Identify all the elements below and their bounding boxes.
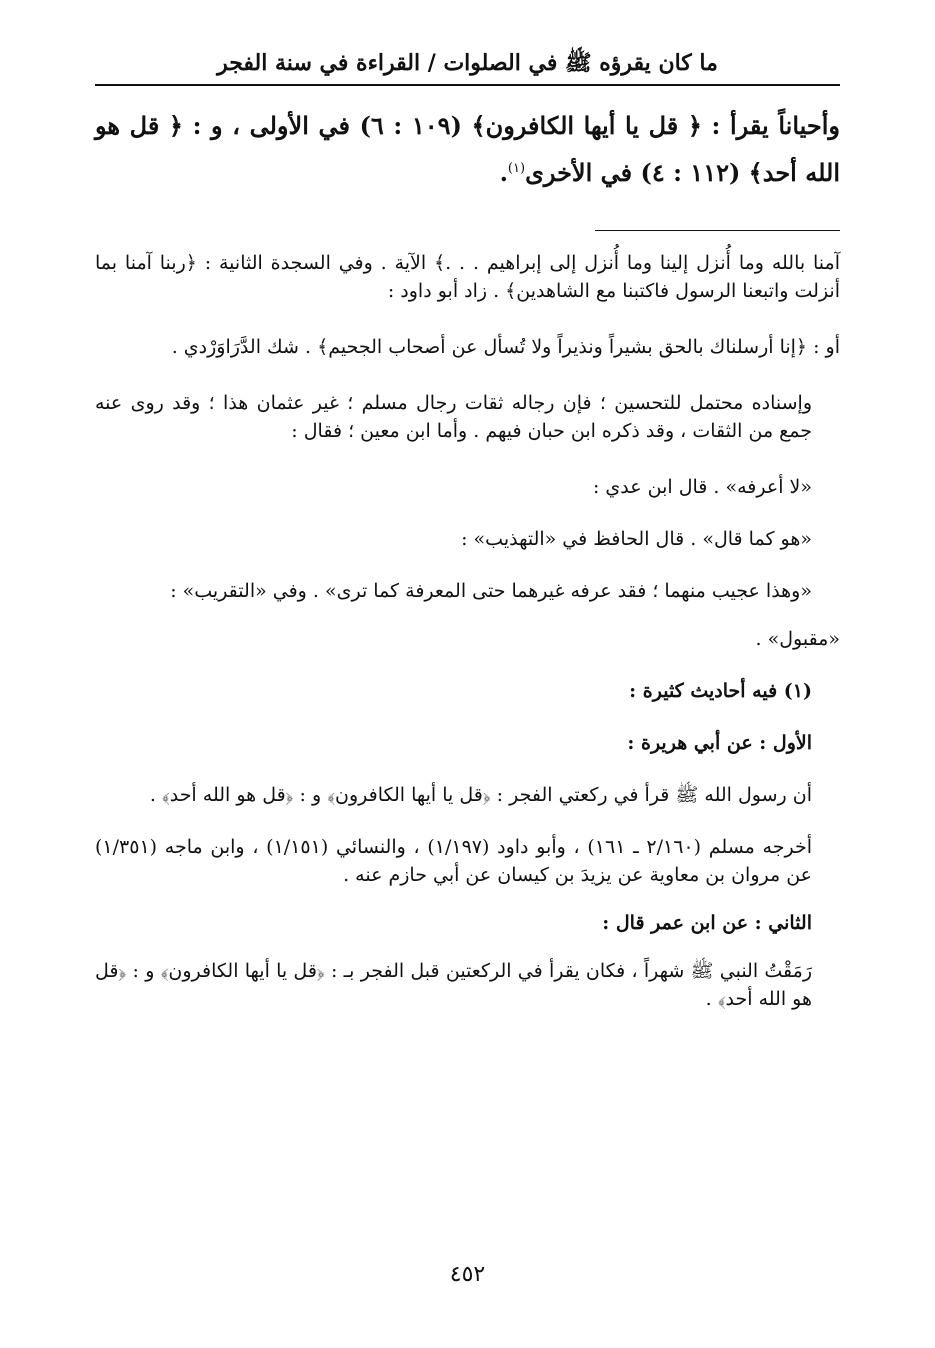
footnote-heading: الأول : عن أبي هريرة : xyxy=(627,732,812,754)
footnote-hadith: رَمَقْتُ النبي ﷺ شهراً ، فكان يقرأ في الركعتين قبل الفجر بـ : ﴿قل يا أيها الكافرون﴾ و : ﴿قل هو الله أحد﴾ . xyxy=(95,960,812,1010)
footnote-takhrij: أخرجه مسلم (٢/١٦٠ ـ ١٦١) ، وأبو داود (١/١٩٧) ، والنسائي (١/١٥١) ، وابن ماجه (١/٣٥١) عن مروان بن معاوية عن يزيدَ بن كيسان عن أبي حازم عنه . xyxy=(95,836,812,886)
main-paragraph-end: . xyxy=(499,158,508,187)
footnote-paragraph: وإسناده محتمل للتحسين ؛ فإن رجاله ثقات رجال مسلم ؛ غير عثمان هذا ؛ وقد روى عنه جمع من الثقات ، وقد ذكره ابن حبان فيهم . وأما ابن معين ؛ فقال : xyxy=(95,392,812,442)
footnote-paragraph: آمنا بالله وما أُنزل إلينا وما أُنزل إلى إبراهيم . . .﴾ الآية . وفي السجدة الثانية : ﴿ربنا آمنا بما أنزلت واتبعنا الرسول فاكتبنا مع الشاهدين﴾ . زاد أبو داود : xyxy=(95,252,840,302)
footnote-quote: «مقبول» . xyxy=(755,628,840,650)
footnote-paragraph: أو : ﴿إنا أرسلناك بالحق بشيراً ونذيراً ولا تُسأل عن أصحاب الجحيم﴾ . شك الدَّرَاوَرْدي . xyxy=(171,336,840,358)
header-divider xyxy=(95,84,840,86)
running-header: ما كان يقرؤه ﷺ في الصلوات / القراءة في سنة الفجر xyxy=(217,50,718,76)
main-paragraph: وأحياناً يقرأ : ﴿ قل يا أيها الكافرون﴾ (١٠٩ : ٦) في الأولى ، و : ﴿ قل هو الله أحد﴾ (١١٢ : ٤) في الأخرى xyxy=(95,111,840,187)
footnotes-section xyxy=(95,249,840,1013)
footnote-marker: (١) xyxy=(507,161,526,176)
footnote-heading: الثاني : عن ابن عمر قال : xyxy=(602,912,812,934)
footnote-quote: «لا أعرفه» . قال ابن عدي : xyxy=(592,476,812,498)
footnote-divider xyxy=(595,230,840,231)
footnote-quote: «هو كما قال» . قال الحافظ في «التهذيب» : xyxy=(461,528,812,550)
footnote-quote: «وهذا عجيب منهما ؛ فقد عرفه غيرهما حتى المعرفة كما ترى» . وفي «التقريب» : xyxy=(170,580,812,602)
footnote-hadith: أن رسول الله ﷺ قرأ في ركعتي الفجر : ﴿قل يا أيها الكافرون﴾ و : ﴿قل هو الله أحد﴾ . xyxy=(149,784,812,806)
main-text xyxy=(95,102,840,196)
page-number: ٤٥٢ xyxy=(449,1262,486,1287)
footnote-heading: (١) فيه أحاديث كثيرة : xyxy=(629,680,812,702)
